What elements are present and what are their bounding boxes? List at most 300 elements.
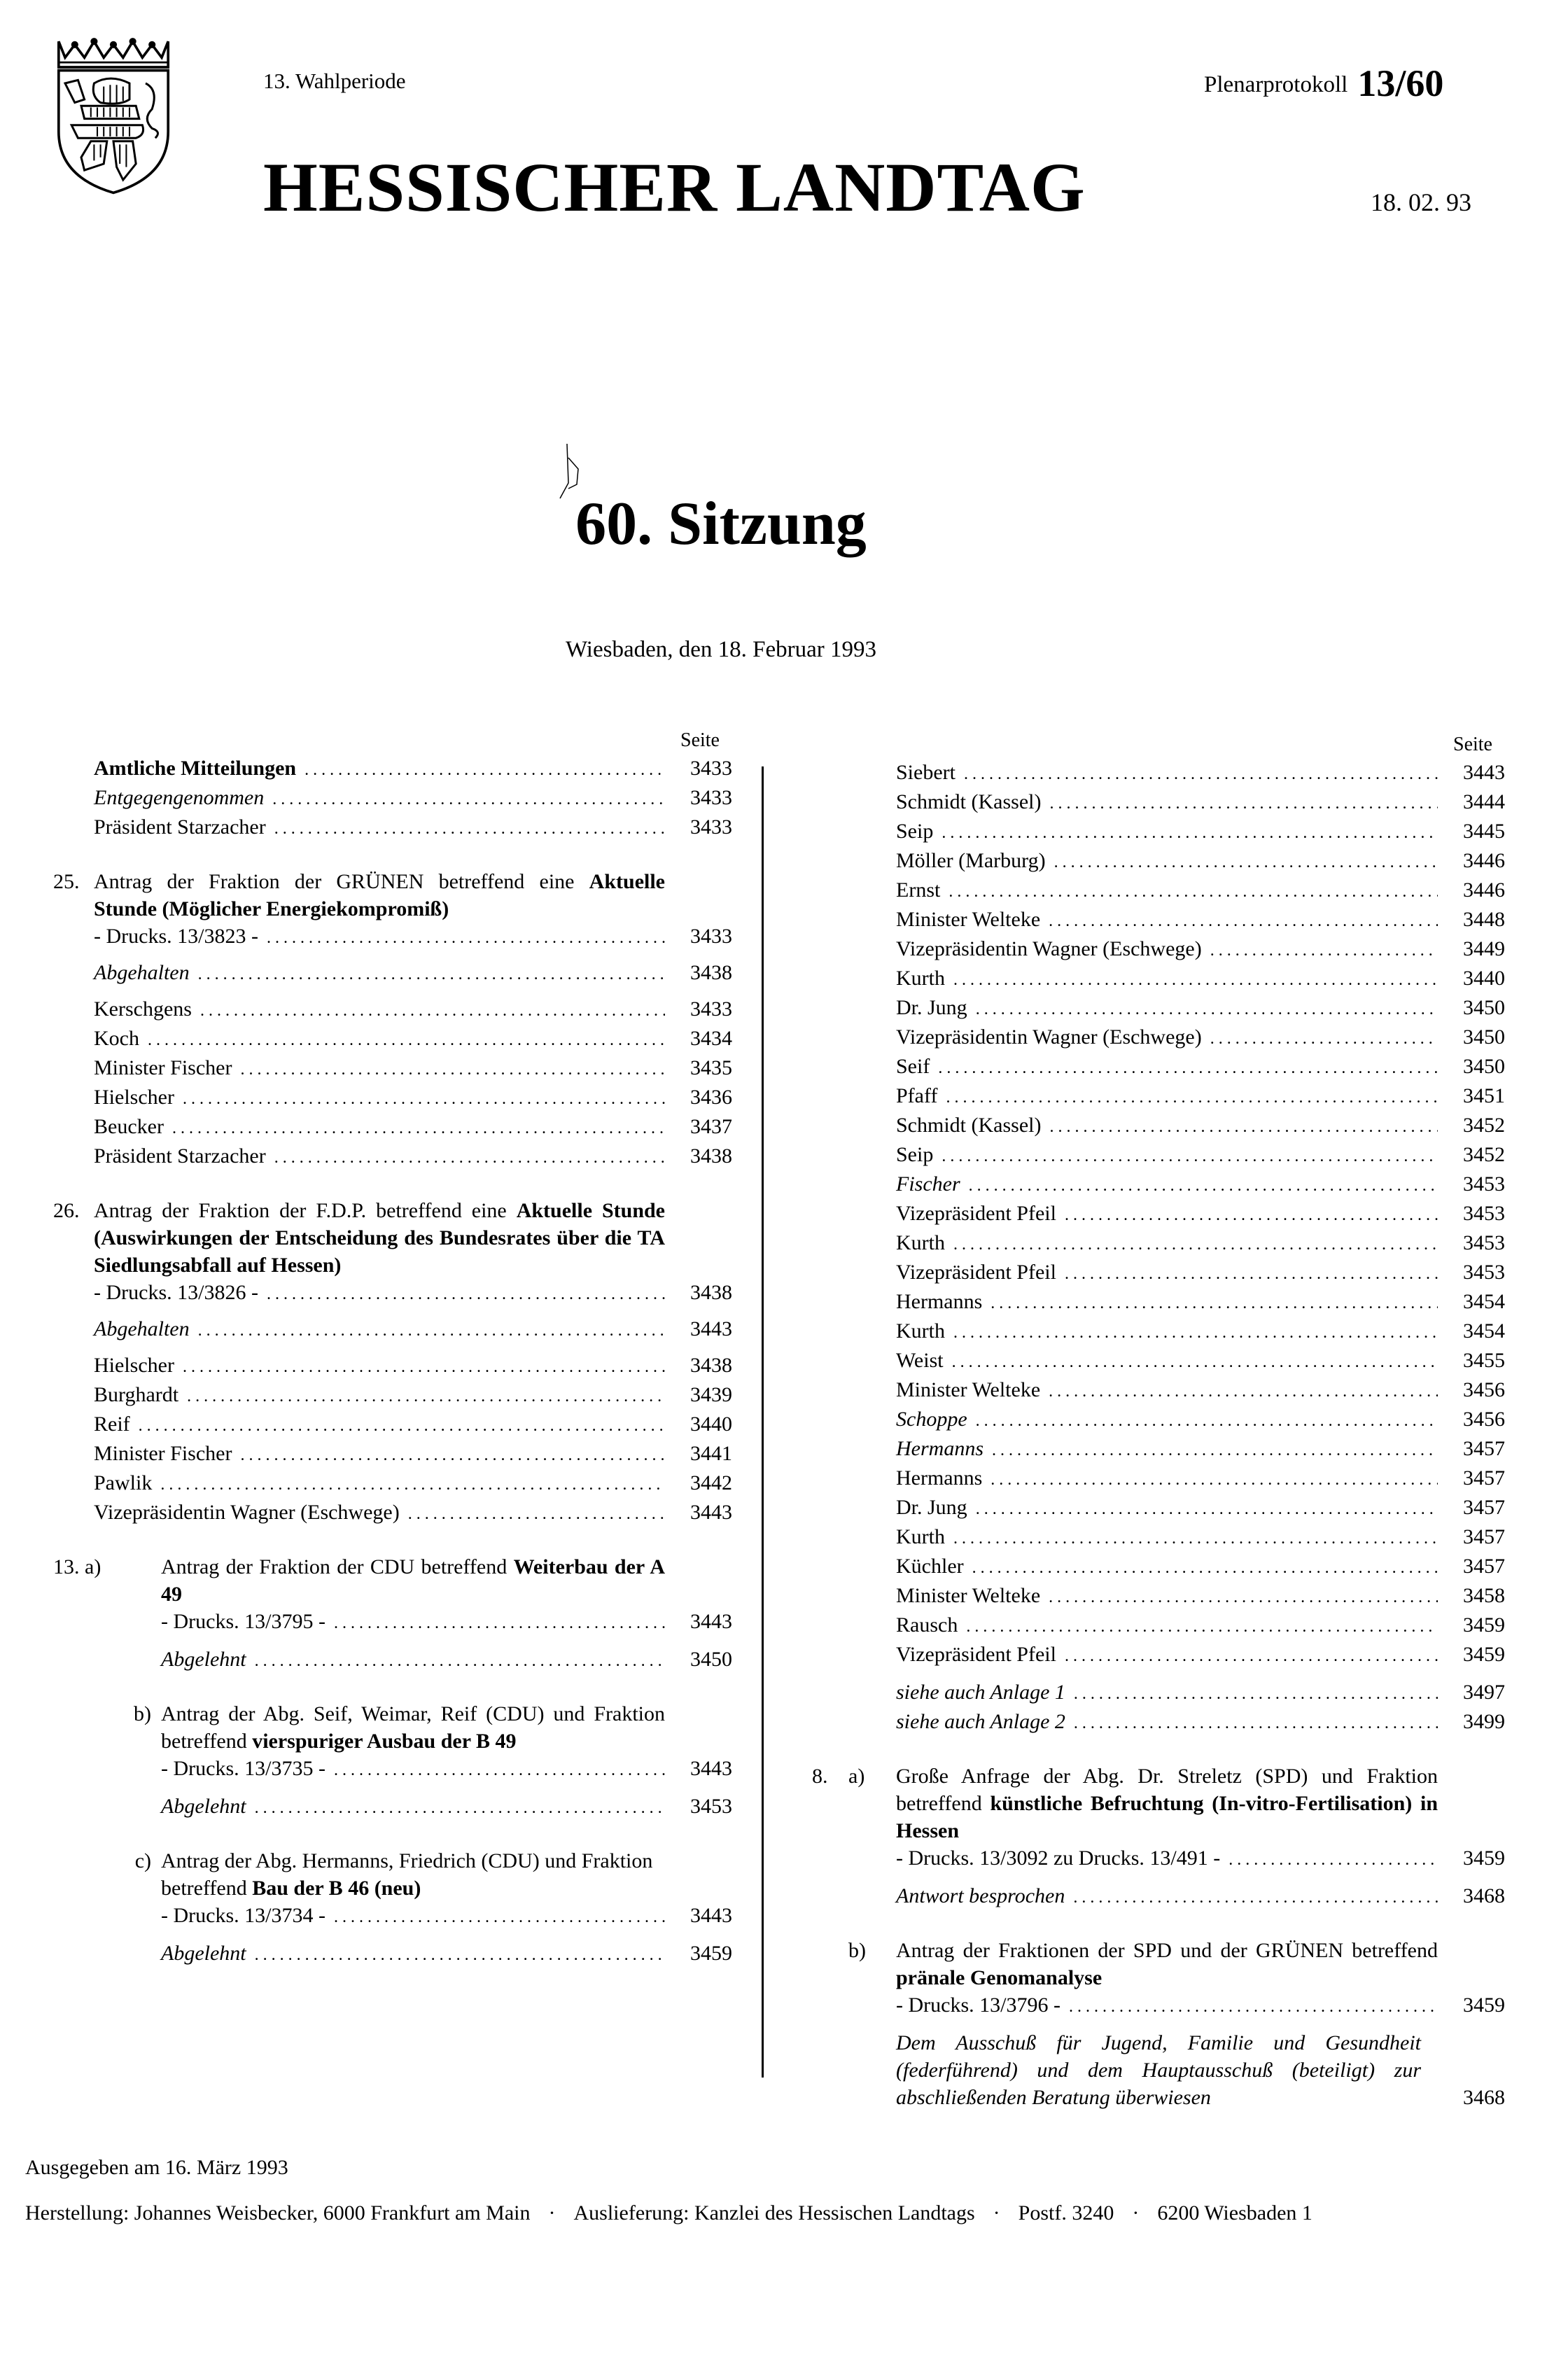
agenda-item-25 — [53, 868, 732, 923]
speaker-name: Kurth — [896, 1525, 945, 1548]
item-title — [896, 1937, 1505, 1991]
speaker-entry[interactable] — [896, 1141, 1505, 1170]
drucksache: - Drucks. 13/3826 - — [94, 1281, 258, 1304]
item-title-bold: Aktuelle Stunde (Möglicher Energiekompromiß) — [94, 870, 665, 920]
page-number: 3436 — [690, 1086, 732, 1109]
annex-entry[interactable] — [896, 1708, 1505, 1737]
page-number: 3446 — [1463, 849, 1505, 872]
speaker-entry[interactable] — [896, 994, 1505, 1023]
speaker-entry[interactable] — [896, 1406, 1505, 1435]
speaker-entry[interactable] — [896, 1553, 1505, 1582]
speaker-name: Vizepräsident Pfeil — [896, 1261, 1056, 1284]
page-number: 3459 — [1463, 1643, 1505, 1666]
speaker-entry[interactable] — [53, 1410, 732, 1440]
leader-dots — [976, 1408, 1438, 1435]
toc-label: Präsident Starzacher — [94, 815, 266, 839]
leader-dots — [966, 1613, 1438, 1641]
item-number: b) — [134, 1702, 151, 1725]
leader-dots — [1210, 937, 1438, 965]
speaker-entry[interactable] — [896, 1170, 1505, 1200]
result: Abgelehnt — [161, 1942, 246, 1965]
page-number: 3443 — [690, 1757, 732, 1780]
toc-entry[interactable] — [53, 755, 732, 784]
toc-entry[interactable] — [896, 1882, 1505, 1912]
speaker-name: Hielscher — [94, 1354, 174, 1377]
result: Abgehalten — [94, 961, 190, 984]
speaker-entry[interactable] — [896, 876, 1505, 906]
page-number: 3457 — [1463, 1555, 1505, 1578]
leader-dots — [334, 1610, 665, 1637]
leader-dots — [969, 1172, 1438, 1200]
speaker-entry[interactable] — [896, 1082, 1505, 1112]
result: Dem Ausschuß für Jugend, Familie und Gesundheit (federführend) und dem Hauptausschuß (beteiligt) zur abschließenden Beratung überwiesen — [896, 2031, 1421, 2109]
leader-dots — [938, 1055, 1438, 1082]
page-number: 3433 — [690, 786, 732, 809]
speaker-entry[interactable] — [896, 1376, 1505, 1406]
speaker-name: Küchler — [896, 1555, 964, 1578]
speaker-entry[interactable] — [896, 1347, 1505, 1376]
speaker-name: Pawlik — [94, 1471, 153, 1494]
speaker-entry[interactable] — [896, 788, 1505, 818]
toc-entry[interactable] — [53, 813, 732, 843]
leader-dots — [255, 1795, 665, 1822]
speaker-name: Fischer — [896, 1172, 960, 1196]
drucksache: - Drucks. 13/3734 - — [161, 1904, 326, 1927]
speaker-entry[interactable] — [896, 1112, 1505, 1141]
speaker-name: Rausch — [896, 1613, 958, 1637]
leader-dots — [334, 1904, 665, 1931]
page-number: 3453 — [1463, 1261, 1505, 1284]
page-number: 3497 — [1463, 1681, 1505, 1704]
item-number: 8. — [812, 1765, 828, 1788]
speaker-name: Kerschgens — [94, 997, 192, 1021]
speaker-name: Minister Fischer — [94, 1442, 232, 1465]
page-number: 3443 — [690, 1317, 732, 1340]
speaker-entry[interactable] — [896, 1523, 1505, 1553]
speaker-name: Vizepräsidentin Wagner (Eschwege) — [896, 937, 1202, 960]
toc-right-column — [812, 731, 1505, 2111]
drucksache: - Drucks. 13/3092 zu Drucks. 13/491 - — [896, 1847, 1221, 1870]
leader-dots — [953, 1231, 1438, 1259]
leader-dots — [272, 786, 665, 813]
page-number: 3457 — [1463, 1437, 1505, 1460]
toc-entry[interactable] — [53, 959, 732, 988]
page-number: 3439 — [690, 1383, 732, 1406]
speaker-name: Vizepräsidentin Wagner (Eschwege) — [94, 1501, 400, 1524]
speaker-name: Vizepräsident Pfeil — [896, 1202, 1056, 1225]
leader-dots — [148, 1027, 665, 1054]
speaker-name: Hermanns — [896, 1466, 983, 1490]
speaker-entry[interactable] — [896, 759, 1505, 788]
item-title-bold: Aktuelle Stunde (Auswirkungen der Entscheidung des Bundesrates über die TA Siedlungsabfall auf Hessen) — [94, 1199, 666, 1277]
item-title-plain: Antrag der Abg. Hermanns, Friedrich (CDU) und Fraktion betreffend — [161, 1849, 653, 1900]
page-number: 3454 — [1463, 1290, 1505, 1313]
leader-dots — [240, 1056, 665, 1084]
separator: · — [1132, 2201, 1140, 2225]
page-number: 3434 — [690, 1027, 732, 1050]
page-number: 3457 — [1463, 1466, 1505, 1490]
leader-dots — [964, 761, 1438, 788]
leader-dots — [953, 1319, 1438, 1347]
speaker-name: Schmidt (Kassel) — [896, 790, 1042, 813]
leader-dots — [1228, 1847, 1438, 1874]
item-title-plain: Antrag der Fraktion der GRÜNEN betreffend eine — [94, 870, 575, 893]
page-number: 3450 — [1463, 1055, 1505, 1078]
leader-dots — [1065, 1202, 1438, 1229]
item-title-plain: Antrag der Fraktion der F.D.P. betreffend eine — [94, 1199, 507, 1222]
item-number: 26. — [53, 1199, 80, 1222]
page-number: 3445 — [1463, 820, 1505, 843]
speaker-name: Seip — [896, 820, 934, 843]
agenda-item-13a — [53, 1553, 732, 1608]
leader-dots — [1074, 1710, 1438, 1737]
speaker-entry[interactable] — [53, 1113, 732, 1142]
page-number: 3442 — [690, 1471, 732, 1494]
page-number: 3457 — [1463, 1525, 1505, 1548]
masthead-title: HESSISCHER LANDTAG — [263, 148, 1086, 226]
issued-date: Ausgegeben am 16. März 1993 — [25, 2156, 288, 2179]
toc-entry[interactable] — [53, 1646, 732, 1675]
leader-dots — [1065, 1261, 1438, 1288]
speaker-entry[interactable] — [896, 1641, 1505, 1670]
separator: · — [993, 2201, 1000, 2225]
item-title-bold: Weiterbau der A 49 — [161, 1555, 665, 1606]
speaker-entry[interactable] — [896, 1229, 1505, 1259]
speaker-entry[interactable] — [896, 1435, 1505, 1464]
page-number: 3456 — [1463, 1378, 1505, 1401]
page-number: 3438 — [690, 1354, 732, 1377]
speaker-entry[interactable] — [53, 1084, 732, 1113]
page-number: 3433 — [690, 997, 732, 1021]
leader-dots — [976, 1496, 1438, 1523]
leader-dots — [304, 757, 665, 784]
toc-entry[interactable] — [53, 1902, 732, 1931]
item-title-plain: Antrag der Abg. Seif, Weimar, Reif (CDU) und Fraktion betreffend — [161, 1702, 665, 1753]
toc-label: Amtliche Mitteilungen — [94, 757, 297, 780]
page-number: 3443 — [690, 1610, 732, 1633]
speaker-name: Präsident Starzacher — [94, 1144, 266, 1168]
imprint-delivery: Auslieferung: Kanzlei des Hessischen Landtags — [573, 2201, 975, 2225]
page-number: 3456 — [1463, 1408, 1505, 1431]
toc-label: Entgegengenommen — [94, 786, 265, 809]
short-date: 18. 02. 93 — [1371, 188, 1471, 216]
page-number: 3450 — [1463, 996, 1505, 1019]
annex-entry[interactable] — [896, 1679, 1505, 1708]
item-title — [161, 1847, 732, 1902]
page-number: 3453 — [690, 1795, 732, 1818]
speaker-entry[interactable] — [896, 1288, 1505, 1317]
imprint-city: 6200 Wiesbaden 1 — [1157, 2201, 1312, 2225]
page-number: 3453 — [1463, 1231, 1505, 1254]
item-title-bold: pränale Genomanalyse — [896, 1966, 1102, 1989]
item-number: 13. a) — [53, 1555, 102, 1578]
leader-dots — [183, 1086, 665, 1113]
speaker-entry[interactable] — [53, 1352, 732, 1381]
page-number: 3433 — [690, 925, 732, 948]
speaker-entry[interactable] — [896, 1259, 1505, 1288]
page-number: 3444 — [1463, 790, 1505, 813]
toc-entry[interactable] — [53, 1940, 732, 1969]
leader-dots — [408, 1501, 665, 1528]
session-title — [0, 490, 1568, 558]
speaker-name: Ernst — [896, 878, 941, 902]
speaker-name: Minister Welteke — [896, 1584, 1041, 1607]
result: Abgelehnt — [161, 1648, 246, 1671]
leader-dots — [1073, 1884, 1438, 1912]
leader-dots — [1049, 1114, 1438, 1141]
page-number: 3459 — [690, 1942, 732, 1965]
toc-left-column — [53, 727, 732, 1969]
imprint-postbox: Postf. 3240 — [1018, 2201, 1114, 2225]
page-number: 3455 — [1463, 1349, 1505, 1372]
page-number: 3440 — [690, 1413, 732, 1436]
leader-dots — [200, 997, 665, 1025]
speaker-name: Hermanns — [896, 1437, 983, 1460]
toc-entry[interactable] — [53, 784, 732, 813]
drucksache: - Drucks. 13/3796 - — [896, 1994, 1060, 2017]
speaker-entry[interactable] — [896, 1582, 1505, 1611]
speaker-entry[interactable] — [53, 995, 732, 1025]
speaker-entry[interactable] — [896, 906, 1505, 935]
item-number: c) — [134, 1849, 151, 1872]
page-number: 3468 — [1463, 2086, 1505, 2109]
speaker-entry[interactable] — [53, 1025, 732, 1054]
item-title — [94, 1197, 732, 1279]
drucksache: - Drucks. 13/3735 - — [161, 1757, 326, 1780]
page-number: 3459 — [1463, 1613, 1505, 1637]
item-title — [161, 1553, 732, 1608]
speaker-list — [812, 759, 1505, 1670]
speaker-entry[interactable] — [53, 1469, 732, 1499]
speaker-name: Vizepräsident Pfeil — [896, 1643, 1056, 1666]
speaker-name: Beucker — [94, 1115, 164, 1138]
toc-entry[interactable] — [53, 1755, 732, 1784]
leader-dots — [198, 1317, 665, 1345]
speaker-name: Hermanns — [896, 1290, 983, 1313]
leader-dots — [255, 1942, 665, 1969]
page-number: 3450 — [1463, 1025, 1505, 1049]
leader-dots — [948, 878, 1438, 906]
imprint-production: Herstellung: Johannes Weisbecker, 6000 Frankfurt am Main — [25, 2201, 531, 2225]
speaker-name: Schmidt (Kassel) — [896, 1114, 1042, 1137]
seite-header: Seite — [1453, 734, 1492, 755]
speaker-entry[interactable] — [896, 847, 1505, 876]
speaker-name: Minister Welteke — [896, 908, 1041, 931]
toc-entry[interactable] — [896, 1844, 1505, 1874]
hessen-coat-of-arms-logo — [48, 35, 179, 196]
speaker-entry[interactable] — [53, 1381, 732, 1410]
leader-dots — [946, 1084, 1438, 1112]
page-number: 3433 — [690, 815, 732, 839]
page-number: 3433 — [690, 757, 732, 780]
toc-entry[interactable] — [53, 1279, 732, 1308]
speaker-name: Pfaff — [896, 1084, 938, 1107]
page-number: 3457 — [1463, 1496, 1505, 1519]
plenarprotokoll — [1204, 62, 1443, 105]
speaker-entry[interactable] — [896, 818, 1505, 847]
toc-entry[interactable] — [53, 923, 732, 952]
leader-dots — [972, 1555, 1438, 1582]
leader-dots — [1069, 1994, 1438, 2021]
speaker-name: Minister Fischer — [94, 1056, 232, 1079]
leader-dots — [267, 1281, 665, 1308]
speaker-name: Kurth — [896, 967, 945, 990]
speaker-entry[interactable] — [896, 935, 1505, 965]
page-number: 3459 — [1463, 1994, 1505, 2017]
item-title-plain: Antrag der Fraktionen der SPD und der GRÜNEN betreffend — [896, 1939, 1438, 1962]
leader-dots — [274, 1144, 665, 1172]
speaker-name: Seif — [896, 1055, 930, 1078]
speaker-name: Dr. Jung — [896, 996, 967, 1019]
leader-dots — [990, 1290, 1438, 1317]
speaker-name: Möller (Marburg) — [896, 849, 1046, 872]
speaker-entry[interactable] — [53, 1054, 732, 1084]
speaker-entry[interactable] — [53, 1142, 732, 1172]
speaker-name: Siebert — [896, 761, 955, 784]
place-date — [0, 637, 1568, 663]
speaker-name: Hielscher — [94, 1086, 174, 1109]
leader-dots — [1065, 1643, 1438, 1670]
leader-dots — [1049, 908, 1438, 935]
page-number: 3446 — [1463, 878, 1505, 902]
session-title-text: 60. Sitzung — [575, 490, 867, 558]
leader-dots — [274, 815, 665, 843]
toc-entry[interactable] — [896, 1991, 1505, 2021]
speaker-name: Kurth — [896, 1231, 945, 1254]
leader-dots — [941, 1143, 1438, 1170]
speaker-name: Minister Welteke — [896, 1378, 1041, 1401]
page-number: 3459 — [1463, 1847, 1505, 1870]
speaker-entry[interactable] — [896, 1023, 1505, 1053]
leader-dots — [952, 1349, 1438, 1376]
speaker-entry[interactable] — [896, 1317, 1505, 1347]
page-number: 3450 — [690, 1648, 732, 1671]
item-title-plain: Große Anfrage der Abg. Dr. Streletz (SPD) und Fraktion betreffend — [896, 1765, 1438, 1815]
speaker-name: Koch — [94, 1027, 139, 1050]
toc-entry[interactable] — [896, 2029, 1505, 2111]
page-number: 3458 — [1463, 1584, 1505, 1607]
page-number: 3468 — [1463, 1884, 1505, 1907]
leader-dots — [172, 1115, 665, 1142]
leader-dots — [1054, 849, 1438, 876]
page-number: 3443 — [1463, 761, 1505, 784]
plenarprotokoll-label: Plenarprotokoll — [1204, 72, 1348, 97]
page-number: 3499 — [1463, 1710, 1505, 1733]
speaker-entry[interactable] — [53, 1499, 732, 1528]
agenda-item-13c — [53, 1847, 732, 1902]
result: Abgehalten — [94, 1317, 190, 1340]
leader-dots — [992, 1437, 1438, 1464]
item-title — [94, 868, 732, 923]
leader-dots — [240, 1442, 665, 1469]
leader-dots — [255, 1648, 665, 1675]
page-number: 3438 — [690, 1144, 732, 1168]
imprint — [25, 2201, 1312, 2225]
speaker-entry[interactable] — [896, 1200, 1505, 1229]
speaker-name: Weist — [896, 1349, 944, 1372]
page-number: 3443 — [690, 1904, 732, 1927]
annex-label: siehe auch Anlage 2 — [896, 1710, 1065, 1733]
speaker-entry[interactable] — [53, 1440, 732, 1469]
leader-dots — [976, 996, 1438, 1023]
speaker-entry[interactable] — [896, 1464, 1505, 1494]
page-number: 3438 — [690, 1281, 732, 1304]
item-title-plain: Antrag der Fraktion der CDU betreffend — [161, 1555, 507, 1578]
speaker-name: Schoppe — [896, 1408, 967, 1431]
item-number: 25. — [53, 870, 80, 893]
column-divider — [762, 766, 764, 2078]
speaker-entry[interactable] — [896, 1494, 1505, 1523]
drucksache: - Drucks. 13/3795 - — [161, 1610, 326, 1633]
page-number: 3440 — [1463, 967, 1505, 990]
leader-dots — [941, 820, 1438, 847]
seite-header: Seite — [680, 729, 720, 751]
page-number: 3435 — [690, 1056, 732, 1079]
leader-dots — [267, 925, 665, 952]
leader-dots — [1049, 790, 1438, 818]
agenda-item-13b — [53, 1700, 732, 1755]
page-number: 3452 — [1463, 1143, 1505, 1166]
drucksache: - Drucks. 13/3823 - — [94, 925, 258, 948]
toc-entry[interactable] — [53, 1608, 732, 1637]
result: Antwort besprochen — [896, 1884, 1065, 1907]
agenda-item-8a — [812, 1763, 1505, 1844]
speaker-entry[interactable] — [896, 965, 1505, 994]
separator: · — [548, 2201, 556, 2225]
speaker-entry[interactable] — [896, 1611, 1505, 1641]
speaker-name: Burghardt — [94, 1383, 179, 1406]
item-title — [896, 1763, 1505, 1844]
leader-dots — [990, 1466, 1438, 1494]
leader-dots — [183, 1354, 665, 1381]
item-title — [161, 1700, 732, 1755]
leader-dots — [1074, 1681, 1438, 1708]
speaker-entry[interactable] — [896, 1053, 1505, 1082]
agenda-item-26 — [53, 1197, 732, 1279]
page-number: 3452 — [1463, 1114, 1505, 1137]
leader-dots — [1210, 1025, 1438, 1053]
leader-dots — [198, 961, 665, 988]
leader-dots — [1049, 1378, 1438, 1406]
item-sub: a) — [848, 1765, 865, 1788]
speaker-name: Dr. Jung — [896, 1496, 967, 1519]
page-number: 3438 — [690, 961, 732, 984]
plenarprotokoll-number: 13/60 — [1357, 62, 1444, 104]
leader-dots — [953, 967, 1438, 994]
speaker-name: Seip — [896, 1143, 934, 1166]
leader-dots — [139, 1413, 665, 1440]
page-number: 3454 — [1463, 1319, 1505, 1343]
leader-dots — [160, 1471, 665, 1499]
speaker-name: Reif — [94, 1413, 130, 1436]
item-sub: b) — [848, 1939, 866, 1962]
page-number: 3453 — [1463, 1172, 1505, 1196]
page-number: 3453 — [1463, 1202, 1505, 1225]
page-number: 3449 — [1463, 937, 1505, 960]
speaker-name: Vizepräsidentin Wagner (Eschwege) — [896, 1025, 1202, 1049]
leader-dots — [187, 1383, 665, 1410]
page-number: 3441 — [690, 1442, 732, 1465]
wahlperiode: 13. Wahlperiode — [263, 69, 406, 93]
toc-entry[interactable] — [53, 1793, 732, 1822]
leader-dots — [334, 1757, 665, 1784]
agenda-item-8b — [812, 1937, 1505, 1991]
toc-entry[interactable] — [53, 1315, 732, 1345]
item-title-bold: Bau der B 46 (neu) — [252, 1877, 421, 1900]
item-title-bold: vierspuriger Ausbau der B 49 — [252, 1730, 517, 1753]
page-number: 3437 — [690, 1115, 732, 1138]
place-date-text: Wiesbaden, den 18. Februar 1993 — [565, 637, 877, 662]
